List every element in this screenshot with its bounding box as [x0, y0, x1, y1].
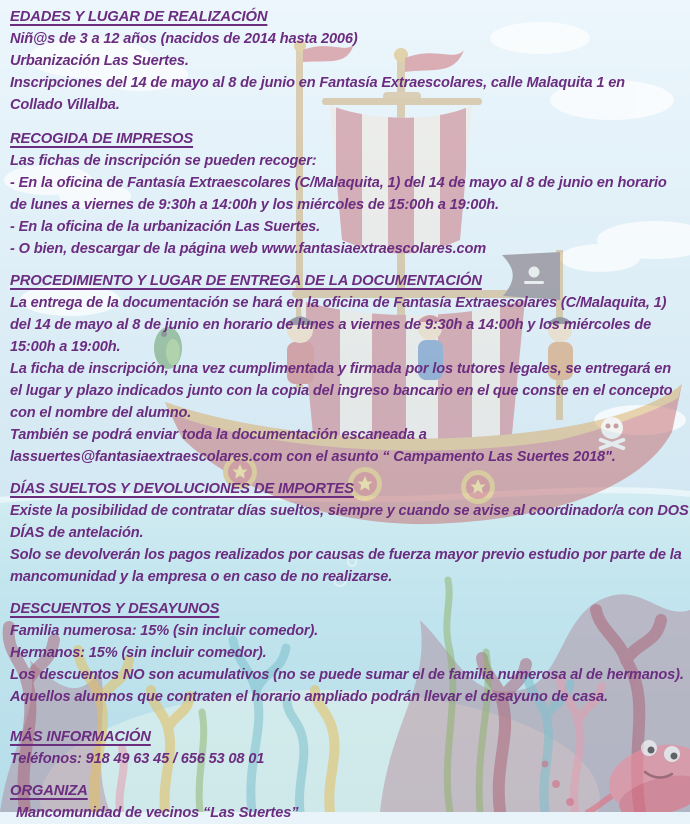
text-line: Las fichas de inscripción se pueden recoger: — [10, 153, 317, 169]
section-heading-dias-sueltos: DÍAS SUELTOS Y DEVOLUCIONES DE IMPORTES — [10, 481, 354, 497]
text-line: del 14 de mayo al 8 de junio en horario de lunes a viernes de 9:30h a 14:00h y los miércoles de — [10, 317, 652, 333]
organizer-name: Mancomunidad de vecinos “Las Suertes” — [16, 805, 299, 821]
text-line: Los descuentos NO son acumulativos (no se puede sumar el de familia numerosa al de hermanos). — [10, 667, 684, 683]
text-line: con el nombre del alumno. — [10, 405, 192, 421]
section-procedimiento — [10, 270, 686, 468]
text-line: Hermanos: 15% (sin incluir comedor). — [10, 645, 267, 661]
section-heading-edades: EDADES Y LUGAR DE REALIZACIÓN — [10, 9, 268, 25]
section-organiza — [10, 780, 686, 824]
section-descuentos — [10, 598, 686, 708]
text-line: Niñ@s de 3 a 12 años (nacidos de 2014 hasta 2006) — [10, 31, 358, 47]
text-line: de lunes a viernes de 9:30h a 14:00h y los miércoles de 15:00h a 19:00h. — [10, 197, 499, 213]
section-edades — [10, 6, 686, 116]
text-line: Inscripciones del 14 de mayo al 8 de junio en Fantasía Extraescolares, calle Malaquita 1 en — [10, 75, 625, 91]
text-line: Familia numerosa: 15% (sin incluir comedor). — [10, 623, 319, 639]
text-line: mancomunidad y la empresa o en caso de no realizarse. — [10, 569, 393, 585]
text-line: 15:00h a 19:00h. — [10, 339, 121, 355]
section-heading-procedimiento: PROCEDIMIENTO Y LUGAR DE ENTREGA DE LA DOCUMENTACIÓN — [10, 273, 482, 289]
flyer-text — [10, 6, 689, 824]
section-heading-mas-informacion: MÁS INFORMACIÓN — [10, 729, 151, 745]
text-line: - O bien, descargar de la página web www.fantasiaextraescolares.com — [10, 241, 487, 257]
section-mas-informacion — [10, 726, 686, 770]
text-line: Existe la posibilidad de contratar días sueltos, siempre y cuando se avise al coordinador/a con DOS — [10, 503, 689, 519]
text-line: La entrega de la documentación se hará en la oficina de Fantasía Extraescolares (C/Malaquita, 1) — [10, 295, 667, 311]
text-line: lassuertes@fantasiaextraescolares.com con el asunto “ Campamento Las Suertes 2018". — [10, 449, 616, 465]
phone-numbers: Teléfonos: 918 49 63 45 / 656 53 08 01 — [10, 751, 265, 767]
section-heading-organiza: ORGANIZA — [10, 783, 88, 799]
text-line: el lugar y plazo indicados junto con la copia del ingreso bancario en el que conste en el concepto — [10, 383, 673, 399]
section-heading-recogida: RECOGIDA DE IMPRESOS — [10, 131, 194, 147]
text-line: - En la oficina de la urbanización Las Suertes. — [10, 219, 321, 235]
section-heading-descuentos: DESCUENTOS Y DESAYUNOS — [10, 601, 220, 617]
text-line: Aquellos alumnos que contraten el horario ampliado podrán llevar el desayuno de casa. — [10, 689, 608, 705]
text-line: Collado Villalba. — [10, 97, 120, 113]
section-dias-sueltos — [10, 478, 689, 588]
section-recogida — [10, 128, 686, 260]
text-line: También se podrá enviar toda la documentación escaneada a — [10, 427, 427, 443]
text-line: Solo se devolverán los pagos realizados por causas de fuerza mayor previo estudio por parte de la — [10, 547, 682, 563]
text-line: DÍAS de antelación. — [10, 525, 144, 541]
text-line: La ficha de inscripción, una vez cumplimentada y firmada por los tutores legales, se entregará en — [10, 361, 672, 377]
text-line: - En la oficina de Fantasía Extraescolares (C/Malaquita, 1) del 14 de mayo al 8 de junio en horario — [10, 175, 667, 191]
text-line: Urbanización Las Suertes. — [10, 53, 189, 69]
